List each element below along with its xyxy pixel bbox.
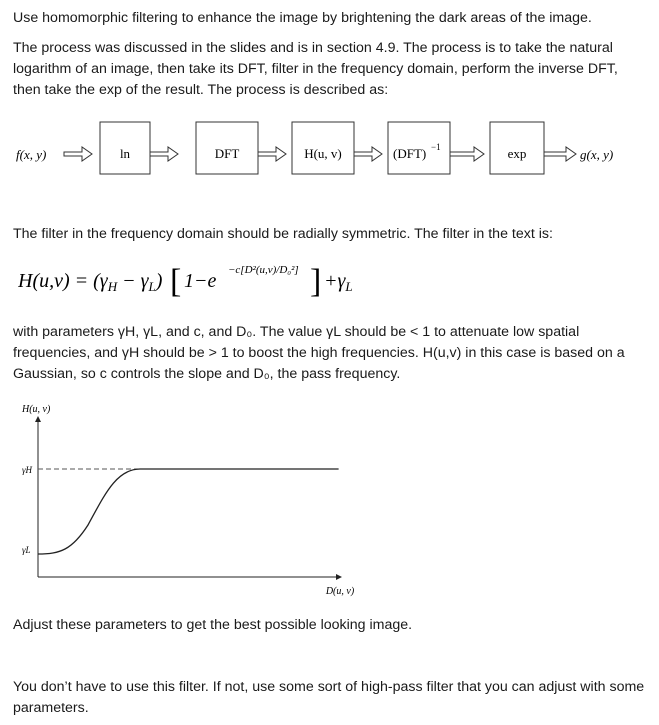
flow-box-dft: DFT [214,146,240,161]
process-text: The process was discussed in the slides and is in section 4.9. The process is to take the natural logarithm of an image, then take its DFT, filter in the frequency domain, perform the inverse DFT, then take the exp of the result. The process is described as: [13,40,618,98]
adjust-text: Adjust these parameters to get the best possible looking image. [13,617,413,633]
flow-box-inverse-dft: (DFT) [393,146,427,161]
flow-box-exp: exp [507,146,527,161]
flow-input: f(x, y) [16,147,47,162]
gamma-h-label: γH [22,465,33,475]
arrow-icon [544,147,576,161]
svg-text:1−e: 1−e [184,270,217,292]
filter-response-graph [0,400,380,600]
x-axis-arrow-icon [336,574,342,580]
svg-text:−c[D²(u,v)/D₀²]: −c[D²(u,v)/D₀²] [228,264,299,276]
filter-curve [38,469,338,554]
arrow-icon [64,147,92,161]
arrow-icon [258,147,286,161]
flow-output: g(x, y) [580,147,614,162]
svg-text:[: [ [170,263,182,300]
gamma-l-label: γL [22,545,31,555]
intro-text: Use homomorphic filtering to enhance the image by brightening the dark areas of the image. [13,10,592,26]
svg-text:H(u,v) = (γH − γL): $H(u,v) = (\gamma_H - \gamma_L)$ [18,270,163,294]
flow-box-filter: H(u, v) [304,146,342,161]
process-flow-diagram [0,118,659,198]
svg-text:]: ] [310,263,322,300]
arrow-icon [354,147,382,161]
flow-box-ln: ln [119,146,131,161]
y-axis-label: H(u, v) [22,404,51,415]
flow-inverse-exponent: −1 [431,142,441,152]
svg-text:+γL: $+\gamma_L$ [324,270,353,294]
filter-intro-text: The filter in the frequency domain should be radially symmetric. The filter in the text is: [13,226,553,242]
y-axis-arrow-icon [35,416,41,422]
arrow-icon [450,147,484,161]
x-axis-label: D(u, v) [325,586,355,597]
alternative-text: You don’t have to use this filter. If not, use some sort of high-pass filter that you can adjust with some parameters. [13,679,645,716]
arrow-icon [150,147,178,161]
filter-formula [18,254,418,306]
parameters-text: with parameters γH, γL, and c, and D₀. The value γL should be < 1 to attenuate low spatial frequencies, and γH should be > 1 to boost the high frequencies. H(u,v) in this case is based on a Gaussian, so c controls the slope and D₀, the pass frequency. [13,324,625,382]
